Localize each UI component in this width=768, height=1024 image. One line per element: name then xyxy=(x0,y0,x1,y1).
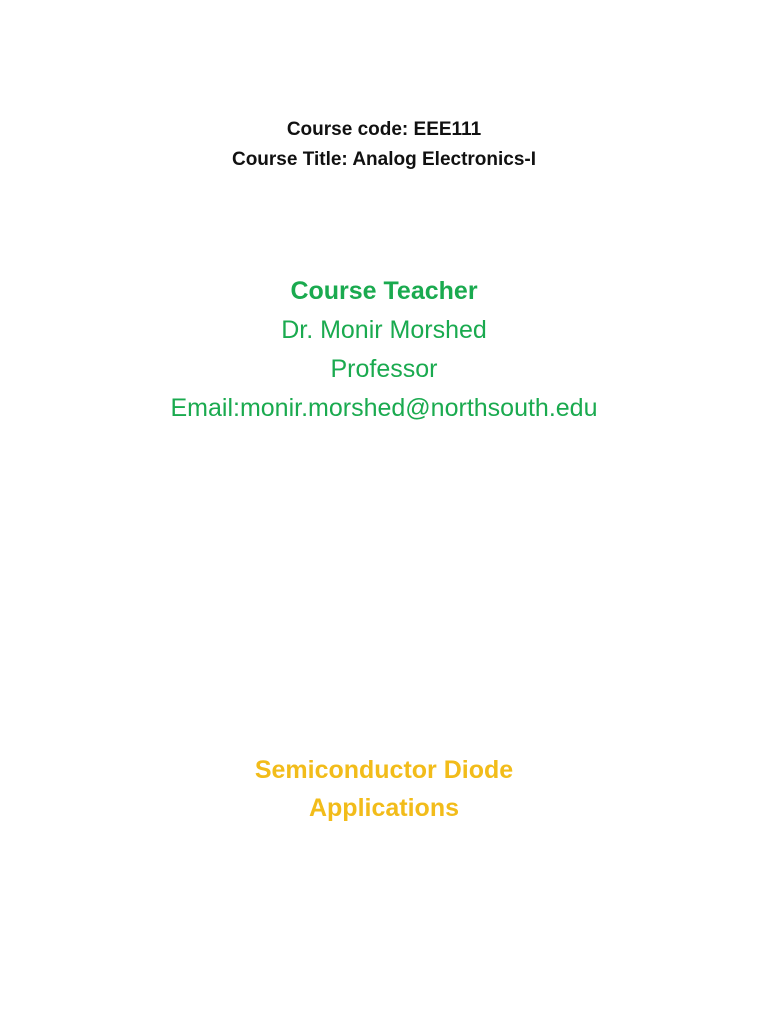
teacher-email: Email:monir.morshed@northsouth.edu xyxy=(170,394,598,422)
course-info xyxy=(0,115,768,175)
teacher-name: Dr. Monir Morshed xyxy=(281,316,487,344)
topic-title xyxy=(0,751,768,827)
teacher-info xyxy=(0,272,768,428)
topic-line-2: Applications xyxy=(308,794,459,822)
course-code: Course code: EEE111 xyxy=(286,119,482,140)
topic-line-1: Semiconductor Diode xyxy=(254,756,514,784)
course-title: Course Title: Analog Electronics-I xyxy=(231,149,537,170)
teacher-position: Professor xyxy=(330,355,438,383)
teacher-heading: Course Teacher xyxy=(290,277,478,305)
